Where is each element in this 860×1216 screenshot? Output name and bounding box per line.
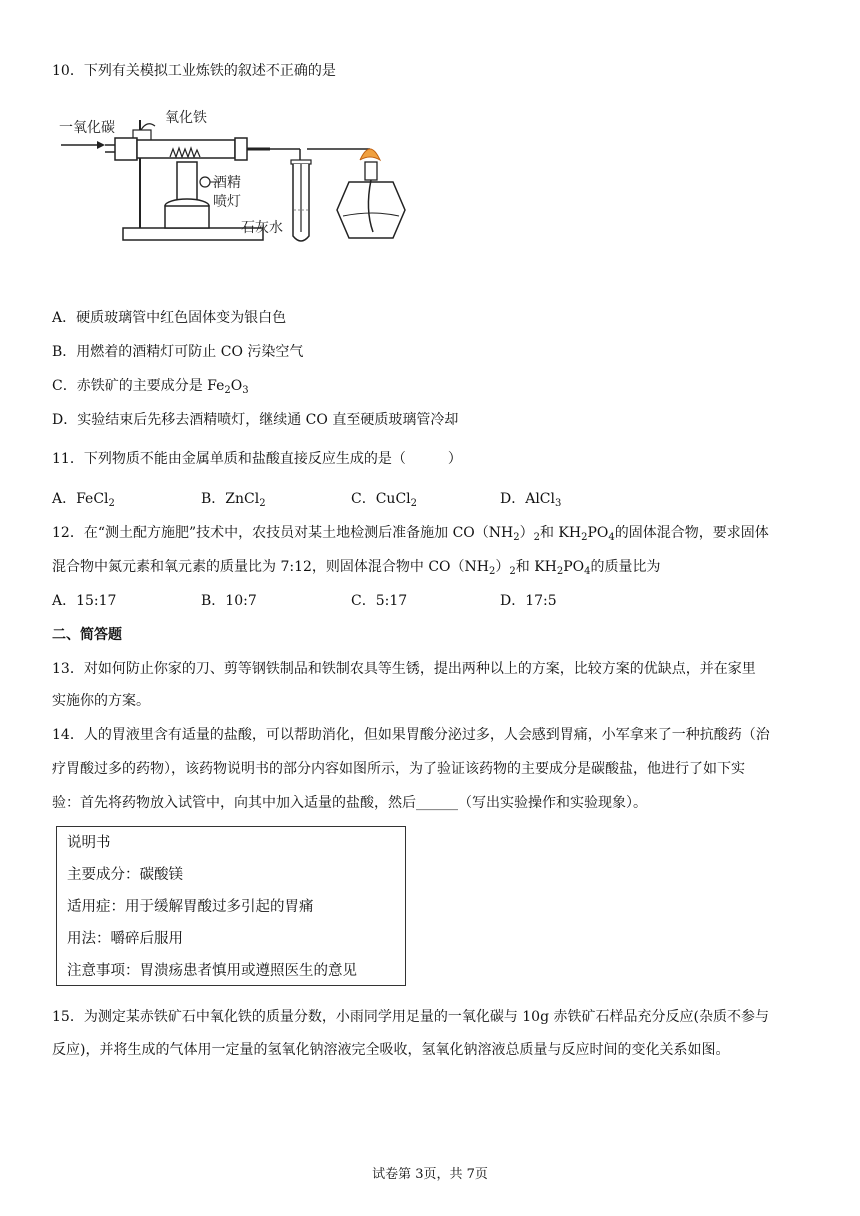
q11-option-a: A．FeCl$_2$ (52, 491, 115, 509)
q11-stem: 11．下列物质不能由金属单质和盐酸直接反应生成的是（ ） (52, 451, 462, 467)
iron-smelting-apparatus-figure (55, 100, 435, 250)
q10-stem: 10．下列有关模拟工业炼铁的叙述不正确的是 (52, 63, 336, 79)
manual-indication: 适用症：用于缓解胃酸过多引起的胃痛 (67, 899, 314, 915)
figure-label-fe2o3: 氧化铁 (165, 110, 207, 126)
section-title: 二、简答题 (52, 627, 122, 643)
q13-line2: 实施你的方案。 (52, 693, 150, 709)
page-footer: 试卷第 3页，共 7页 (372, 1167, 488, 1182)
q12-stem-line2: 混合物中氮元素和氧元素的质量比为 7:12，则固体混合物中 $CO(NH_2)_2$和 $KH_2PO_4$的质量比为 (52, 559, 661, 577)
q14-line1: 14．人的胃液里含有适量的盐酸，可以帮助消化，但如果胃酸分泌过多，人会感到胃痛，小军拿来了一种抗酸药（治 (52, 727, 770, 743)
q12-option-b: B．10:7 (201, 593, 257, 609)
q12-option-c: C．5:17 (351, 593, 408, 609)
q15-line1: 15．为测定某赤铁矿石中氧化铁的质量分数，小雨同学用足量的一氧化碳与 10g 赤铁矿石样品充分反应(杂质不参与 (52, 1009, 769, 1025)
q13-line1: 13．对如何防止你家的刀、剪等钢铁制品和铁制农具等生锈，提出两种以上的方案，比较方案的优缺点，并在家里 (52, 661, 756, 677)
figure-label-lamp1: 酒精 (213, 175, 241, 191)
q10-option-c: C．赤铁矿的主要成分是 $Fe_2O_3$ (52, 378, 249, 396)
q10-option-a: A．硬质玻璃管中红色固体变为银白色 (52, 310, 287, 326)
q10-option-d: D．实验结束后先移去酒精喷灯，继续通 CO 直至硬质玻璃管冷却 (52, 412, 459, 428)
q10-option-b: B．用燃着的酒精灯可防止 CO 污染空气 (52, 344, 304, 360)
q12-option-d: D．17:5 (500, 593, 557, 609)
figure-label-lamp2: 喷灯 (213, 194, 241, 210)
q14-line2: 疗胃酸过多的药物），该药物说明书的部分内容如图所示，为了验证该药物的主要成分是碳酸盐，他进行了如下实 (52, 761, 745, 777)
manual-ingredient: 主要成分：碳酸镁 (67, 867, 183, 883)
figure-label-limewater: 石灰水 (241, 220, 283, 236)
q15-line2: 反应)，并将生成的气体用一定量的氢氧化钠溶液完全吸收，氢氧化钠溶液总质量与反应时间的变化关系如图。 (52, 1042, 730, 1058)
manual-caution: 注意事项：胃溃疡患者慎用或遵照医生的意见 (67, 963, 357, 979)
q14-line3: 验：首先将药物放入试管中，向其中加入适量的盐酸，然后______（写出实验操作和实验现象）。 (52, 795, 647, 811)
manual-title: 说明书 (67, 835, 111, 851)
medicine-manual-box (56, 826, 406, 986)
q11-option-c: C．CuCl$_2$ (351, 491, 418, 509)
q12-option-a: A．15:17 (52, 593, 117, 609)
q11-option-d: D．AlCl$_3$ (500, 491, 562, 509)
manual-usage: 用法：嚼碎后服用 (67, 931, 183, 947)
q12-stem-line1: 12．在“测土配方施肥”技术中，农技员对某土地检测后准备施加 $CO(NH_2)_2$和 $KH_2PO_4$的固体混合物，要求固体 (52, 525, 769, 543)
figure-label-co: 一氧化碳 (59, 120, 115, 136)
q11-option-b: B．ZnCl$_2$ (201, 491, 266, 509)
